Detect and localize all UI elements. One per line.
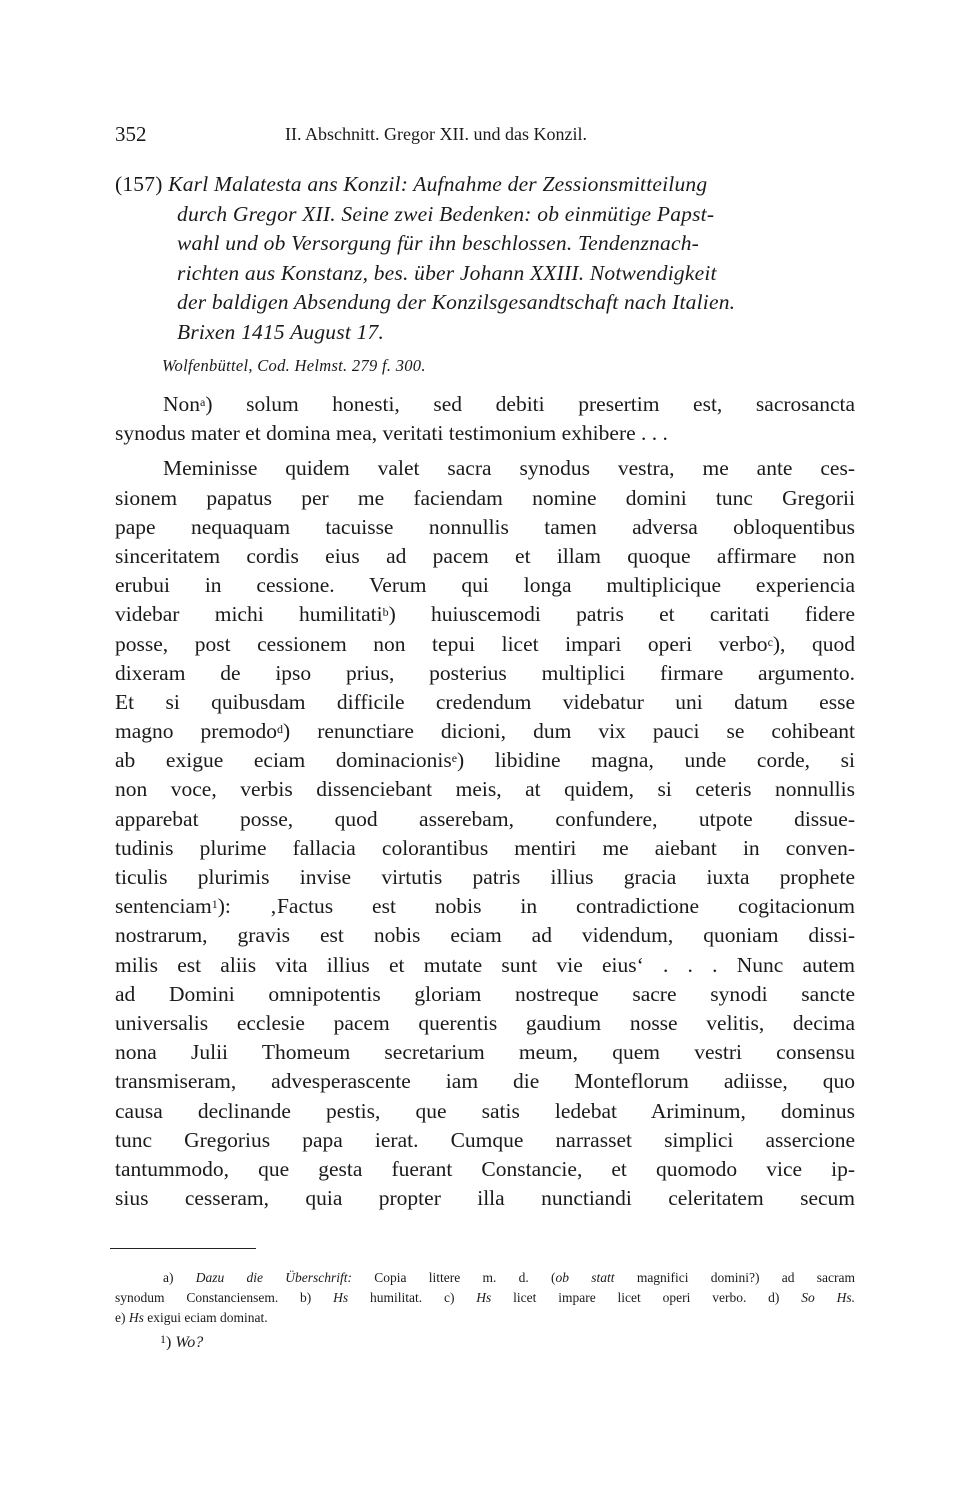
text-line: non voce, verbis dissenciebant meis, at quidem, si ceteris nonnullis xyxy=(115,777,855,802)
text-line: nona Julii Thomeum secretarium meum, quem vestri consensu xyxy=(115,1040,855,1065)
text-line: Non$^a$) solum honesti, sed debiti presertim est, sacrosancta xyxy=(163,392,855,416)
note-marker: c xyxy=(767,634,773,649)
text-line: tudinis plurime fallacia colorantibus mentiri me aiebant in conven- xyxy=(115,835,855,860)
note-marker: a xyxy=(200,395,206,409)
text-line: tantummodo, que gesta fuerant Constancie, et quomodo vice ip- xyxy=(115,1156,855,1181)
body-text xyxy=(115,390,855,1213)
text-line: sius cesseram, quia propter illa nunctiandi celeritatem secum xyxy=(115,1186,855,1211)
text-line: sionem papatus per me faciendam nomine domini tunc Gregorii xyxy=(115,485,855,510)
heading-line: durch Gregor XII. Seine zwei Bedenken: ob einmütige Papst- xyxy=(177,201,715,226)
text-line: causa declinande pestis, que satis ledebat Ariminum, dominus xyxy=(115,1098,855,1123)
text-line: sinceritatem cordis eius ad pacem et illam quoque affirmare non xyxy=(115,543,855,568)
text-line: magno premodo$^d$) renunctiare dicioni, dum vix pauci se cohibeant xyxy=(115,719,855,744)
footnote-text: Wo? xyxy=(175,1334,204,1351)
text-line: tunc Gregorius papa ierat. Cumque narrasset simplici assercione xyxy=(115,1127,855,1152)
footnote: $^1$) Wo? xyxy=(160,1332,204,1351)
heading-line: Brixen 1415 August 17. xyxy=(177,319,385,344)
text-line: posse, post cessionem non tepui licet impari operi verbo$^c$), quod xyxy=(115,631,855,656)
apparatus-line: a) Dazu die Überschrift: Copia littere m. d. (ob statt magnifici domini?) ad sacram xyxy=(163,1270,856,1285)
heading-line: der baldigen Absendung der Konzilsgesandtschaft nach Italien. xyxy=(177,290,736,314)
page-number: 352 xyxy=(115,122,147,146)
text-line: pape nequaquam tacuisse nonnullis tamen adversa obloquentibus xyxy=(115,514,855,539)
footnote-marker: 1 xyxy=(211,897,218,912)
text-line: ab exigue eciam dominacionis$^e$) libidine magna, unde corde, si xyxy=(115,748,855,773)
text-line: erubui in cessione. Verum qui longa multiplicique experiencia xyxy=(115,573,855,598)
apparatus-line: synodum Constanciensem. b) Hs humilitat. c) Hs licet impare licet operi verbo. d) So Hs. xyxy=(115,1290,855,1305)
document-heading xyxy=(115,170,855,347)
heading-line: wahl und ob Versorgung für ihn beschlossen. Tendenznach- xyxy=(177,231,700,255)
note-marker: d xyxy=(277,722,283,737)
source-reference: Wolfenbüttel, Cod. Helmst. 279 f. 300. xyxy=(162,356,426,375)
text-line: sentenciam$^1$): ‚Factus est nobis in contradictione cogitacionum xyxy=(115,894,855,919)
text-line: nostrarum, gravis est nobis eciam ad videndum, quoniam dissi- xyxy=(115,923,855,948)
text-line: Meminisse quidem valet sacra synodus vestra, me ante ces- xyxy=(163,456,855,481)
note-marker: e xyxy=(451,751,458,766)
apparatus-line: e) Hs exigui eciam dominat. xyxy=(115,1310,268,1325)
text-line: synodus mater et domina mea, veritati testimonium exhibere . . . xyxy=(115,421,668,446)
critical-apparatus xyxy=(115,1268,855,1328)
text-line: transmiseram, advesperascente iam die Monteflorum adiisse, quo xyxy=(115,1069,855,1094)
text-line: apparebat posse, quod asserebam, confundere, utpote dissue- xyxy=(115,806,855,831)
running-head: II. Abschnitt. Gregor XII. und das Konzil. xyxy=(285,124,587,144)
footnote-divider xyxy=(110,1248,256,1249)
text-line: ticulis plurimis invise virtutis patris illius gracia iuxta prophete xyxy=(115,865,855,889)
text-line: ad Domini omnipotentis gloriam nostreque sacre synodi sancte xyxy=(115,981,855,1006)
text-line: Et si quibusdam difficile credendum videbatur uni datum esse xyxy=(115,689,855,714)
text-line: dixeram de ipso prius, posterius multiplici firmare argumento. xyxy=(115,660,855,685)
page-header xyxy=(115,122,855,152)
text-line: milis est aliis vita illius et mutate sunt vie eius‘ . . . Nunc autem xyxy=(115,952,855,977)
text-line: universalis ecclesie pacem querentis gaudium nosse velitis, decima xyxy=(115,1010,855,1035)
note-marker: b xyxy=(382,605,389,620)
heading-line: richten aus Konstanz, bes. über Johann XXIII. Notwendigkeit xyxy=(177,260,717,285)
text-line: videbar michi humilitati$^b$) huiuscemodi patris et caritati fidere xyxy=(115,602,855,627)
footnote-marker: 1 xyxy=(160,1332,166,1346)
heading-line: Karl Malatesta ans Konzil: Aufnahme der Zessionsmitteilung xyxy=(168,172,708,196)
document-number: (157) xyxy=(115,172,163,196)
